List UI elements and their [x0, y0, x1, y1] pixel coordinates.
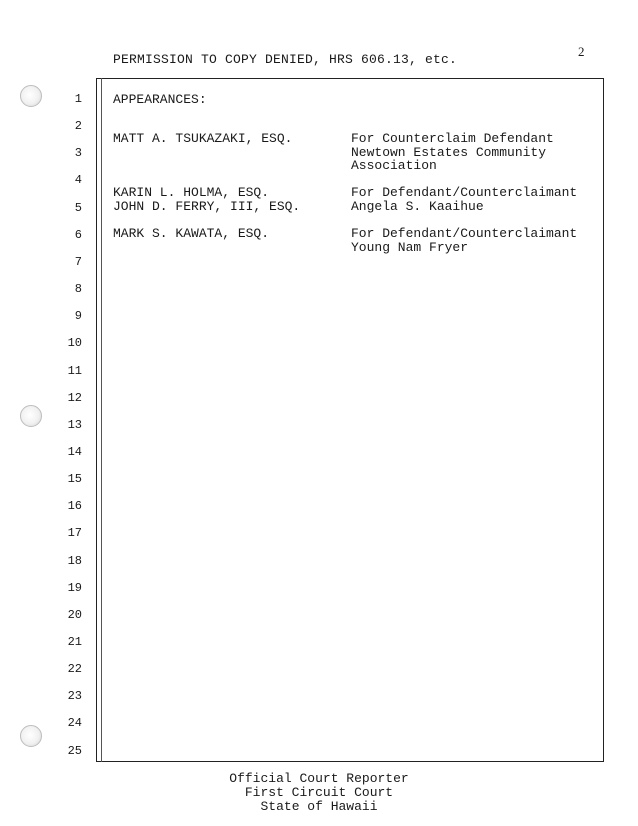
line-number: 13	[67, 417, 82, 432]
line-number: 3	[74, 146, 82, 161]
appearances-heading: APPEARANCES:	[113, 92, 207, 107]
line-number: 1	[74, 92, 82, 106]
attorney-role: For Counterclaim Defendant	[351, 131, 554, 146]
attorney-role: Association	[351, 158, 437, 173]
attorney-role: For Defendant/Counterclaimant	[351, 226, 578, 241]
attorney-role: Newtown Estates Community	[351, 145, 547, 160]
attorney-role: Angela S. Kaaihue	[351, 199, 484, 214]
line-number: 16	[67, 499, 82, 514]
attorney-name: MATT A. TSUKAZAKI, ESQ.	[113, 131, 293, 146]
punch-hole-icon	[20, 405, 42, 427]
line-number: 9	[74, 309, 82, 324]
line-number: 7	[74, 254, 82, 269]
line-number: 6	[74, 227, 82, 242]
footer-reporter: Official Court Reporter	[229, 771, 409, 786]
line-number: 18	[67, 553, 82, 568]
punch-hole-icon	[20, 725, 42, 747]
line-number: 20	[67, 607, 82, 622]
transcript-frame	[96, 78, 604, 762]
attorney-role: Young Nam Fryer	[351, 240, 469, 255]
line-number: 4	[74, 173, 82, 188]
line-number: 12	[67, 390, 82, 405]
line-number: 25	[67, 743, 82, 758]
line-number: 11	[67, 363, 82, 378]
line-number: 17	[67, 526, 82, 541]
footer-state: State of Hawaii	[260, 799, 378, 814]
line-number: 19	[67, 580, 82, 595]
line-number: 2	[74, 119, 82, 134]
attorney-name: MARK S. KAWATA, ESQ.	[113, 226, 270, 241]
line-number: 8	[74, 282, 82, 296]
footer-court: First Circuit Court	[244, 785, 394, 800]
line-number: 23	[67, 689, 82, 704]
line-number: 15	[67, 472, 82, 487]
line-number: 5	[74, 200, 82, 215]
attorney-name: JOHN D. FERRY, III, ESQ.	[113, 199, 301, 214]
punch-hole-icon	[20, 85, 42, 107]
attorney-role: For Defendant/Counterclaimant	[351, 185, 578, 200]
margin-rule	[101, 78, 102, 762]
line-number: 10	[67, 336, 82, 351]
page-number: 2	[578, 44, 585, 59]
line-number: 24	[67, 716, 82, 731]
line-number: 14	[67, 444, 82, 459]
attorney-name: KARIN L. HOLMA, ESQ.	[113, 185, 270, 200]
line-number: 22	[67, 662, 82, 677]
copy-notice-header: PERMISSION TO COPY DENIED, HRS 606.13, etc.	[113, 52, 458, 67]
line-number: 21	[67, 635, 82, 649]
